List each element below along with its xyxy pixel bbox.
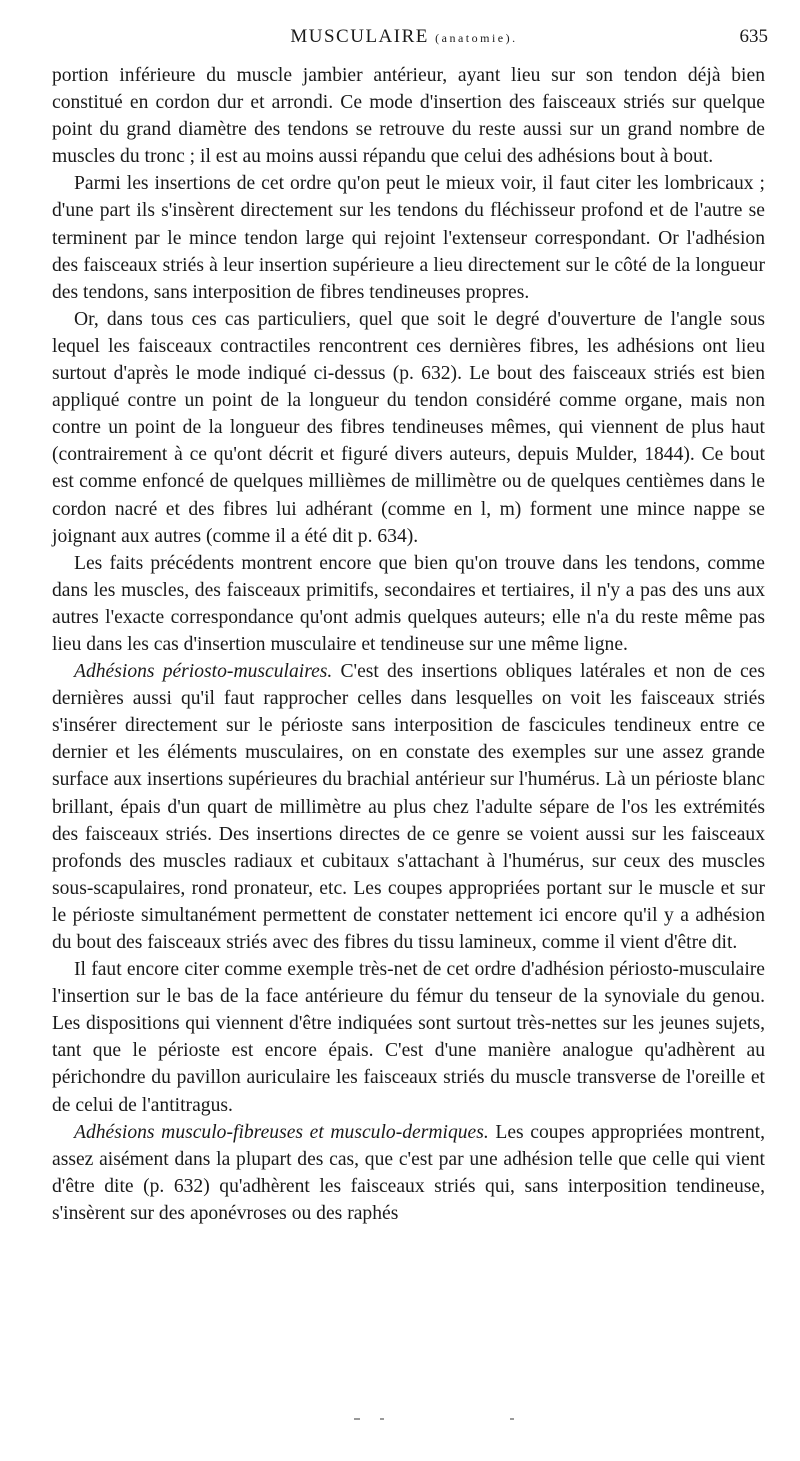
running-head-main: MUSCULAIRE [290,26,429,47]
paragraph-text: portion inférieure du muscle jambier antérieur, ayant lieu sur son tendon déjà bien constitué en cordon dur et arrondi. Ce mode d'insertion des faisceaux striés sur quelque point du grand diamètre des tendons se retrouve du reste aussi sur un grand nombre de muscles du tronc ; il est au moins aussi répandu que celui des adhésions bout à bout. [52,65,765,168]
paragraph [52,956,765,1119]
paragraph-text: Les coupes appropriées montrent, assez aisément dans la plupart des cas, que c'est par une adhésion telle que celle qui vient d'être dite (p. 632) qu'adhèrent les faisceaux striés qui, sans interposition tendineuse, s'insèrent sur des aponévroses ou des raphés [52,1121,765,1224]
paragraph-text: C'est des insertions obliques latérales et non de ces dernières aussi qu'il faut rapprocher celles dans lesquelles on voit les faisceaux striés s'insérer directement sur le périoste sans interposition de fascicules tendineux entre ce dernier et les éléments musculaires, on en constate des exemples sur une assez grande surface aux insertions supérieures du brachial antérieur sur l'humérus. Là un périoste blanc brillant, épais d'un quart de millimètre au plus chez l'adulte sépare de l'os les extrémités des faisceaux striés. Des insertions directes de ce genre se voient aussi sur les faisceaux profonds des muscles radiaux et cubitaux s'attachant à l'humérus, sur ceux des muscles sous-scapulaires, rond pronateur, etc. Les coupes appropriées portant sur le muscle et sur le périoste simultanément permettent de constater nettement ici encore qu'il y a adhésion du bout des faisceaux striés avec des fibres du tissu lamineux, comme il vient d'être dit. [52,661,765,953]
running-head-title [36,26,772,48]
paragraph [52,658,765,956]
print-marks [340,1418,540,1428]
paragraph-text: Or, dans tous ces cas particuliers, quel que soit le degré d'ouverture de l'angle sous lequel les faisceaux contractiles rencontrent ces dernières fibres, les adhésions ont lieu surtout d'après le mode indiqué ci-dessus (p. 632). Le bout des faisceaux striés est bien appliqué contre un point de la longueur du tendon considéré comme organe, mais non contre un point de la longueur des fibres tendineuses mêmes, qui viennent de plus haut (contrairement à ce qu'ont décrit et figuré divers auteurs, depuis Mulder, 1844). Ce bout est comme enfoncé de quelques millièmes de millimètre ou de quelques centièmes dans le cordon nacré et des fibres lui adhérant (comme en l, m) forment une mince nappe se joignant aux autres (comme il a été dit p. 634). [52,308,765,547]
paragraph-text: Les faits précédents montrent encore que bien qu'on trouve dans les tendons, comme dans les muscles, des faisceaux primitifs, secondaires et tertiaires, il n'y a pas des uns aux autres l'exacte correspondance qu'ont admis quelques auteurs; elle n'a du reste même pas lieu dans les cas d'insertion musculaire et tendineuse sur une même ligne. [52,552,765,655]
paragraph-text: Il faut encore citer comme exemple très-net de cet ordre d'adhésion périosto-musculaire l'insertion sur le bas de la face antérieure du fémur du tenseur de la synoviale du genou. Les dispositions qui viennent d'être indiquées sont surtout très-nettes sur les jeunes sujets, tant que le périoste est encore épais. C'est d'une manière analogue qu'adhèrent au périchondre du pavillon auriculaire les faisceaux striés du muscle transverse de l'oreille et de celui de l'antitragus. [52,959,765,1116]
paragraph [52,306,765,550]
section-heading: Adhésions périosto-musculaires. [74,661,333,683]
running-head [36,26,772,52]
paragraph [52,1119,765,1227]
print-mark [510,1418,514,1420]
body-text [52,62,765,1227]
section-heading: Adhésions musculo-fibreuses et musculo-dermiques. [74,1121,489,1143]
print-mark [354,1418,360,1420]
page-number: 635 [739,26,768,47]
paragraph [52,170,765,305]
paragraph [52,62,765,170]
print-mark [380,1418,384,1420]
paragraph-text: Parmi les insertions de cet ordre qu'on peut le mieux voir, il faut citer les lombricaux ; d'une part ils s'insèrent directement sur les tendons du fléchisseur profond et de l'autre se terminent par le mince tendon large qui rejoint l'extenseur correspondant. Or l'adhésion des faisceaux striés à leur insertion supérieure a lieu directement sur le côté de la longueur des tendons, sans interposition de fibres tendineuses propres. [52,173,765,303]
paragraph [52,550,765,658]
running-head-subtitle: (anatomie). [435,31,518,45]
